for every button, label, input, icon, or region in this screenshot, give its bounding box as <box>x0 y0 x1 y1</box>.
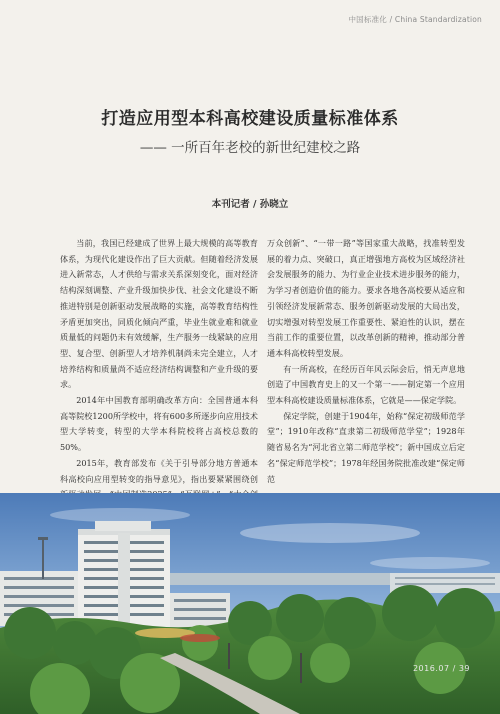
campus-building-photo <box>0 493 500 714</box>
paragraph: 2015年，教育部发布《关于引导部分地方普通本科高校向应用型转变的指导意见》，指出要紧紧围绕创 <box>60 457 258 484</box>
article-title: 打造应用型本科高校建设质量标准体系 <box>101 109 399 129</box>
text-column-left <box>60 236 258 498</box>
paragraph: 万众创新”、“一带一路”等国家重大战略，找准转型发展的着力点、突破口，真正增强地方高校为区域经济社会发展服务的能力、为行业企业技术进步服务的能力，为学习者创造价值的能力。要求各地各高校要从适应和引领经济发展新常态、服务创新驱动发展的大局出发，切实增强对转型发展工作重要性、紧迫性的认识，摆在当前工作的重要位置，以改革创新的精神，推动部分普通本科高校转型发展。 <box>267 238 465 358</box>
paragraph: 2014年中国教育部明确改革方向：全国普通本科高等院校1200所学校中，将有600多所逐步向应用技术型大学转变，转型的大学本科院校将占高校总数的50%。 <box>60 395 258 453</box>
paragraph: 当前，我国已经建成了世界上最大规模的高等教育体系，为现代化建设作出了巨大贡献。但随着经济发展进入新常态，人才供给与需求关系深刻变化，面对经济结构深刻调整、产业升级加快步伐、社会文化建设不断推进特别是创新驱动发展战略的实施，高等教育结构性矛盾更加突出，同质化倾向严重，毕业生就业难和就业质量低的问题仍未有效缓解，生产服务一线紧缺的应用型、复合型、创新型人才培养机制尚未完全建立，人才培养结构和质量尚不适应经济结构调整和产业升级的要求。 <box>60 238 258 390</box>
page-number: 2016.07 / 39 <box>412 664 470 673</box>
section-header: 中国标准化 / China Standardization <box>348 15 482 24</box>
campus-photo-illustration <box>0 493 500 714</box>
article-byline: 本刊记者 / 孙晓立 <box>211 199 289 210</box>
article-subtitle: —— 一所百年老校的新世纪建校之路 <box>139 140 361 156</box>
paragraph: 保定学院，创建于1904年，始称“保定初级师范学堂”；1910年改称“直隶第二初级师范学堂”；1928年随省易名为“河北省立第二师范学校”；新中国成立后定名“保定师范学校”；1978年经国务院批准改建“保定师范 <box>267 410 465 484</box>
text-column-right <box>267 236 465 498</box>
paragraph: 有一所高校，在经历百年风云际会后，悄无声息地创造了中国教育史上的又一个第一——制定第一个应用型本科高校建设质量标准体系，它就是——保定学院。 <box>267 363 465 406</box>
